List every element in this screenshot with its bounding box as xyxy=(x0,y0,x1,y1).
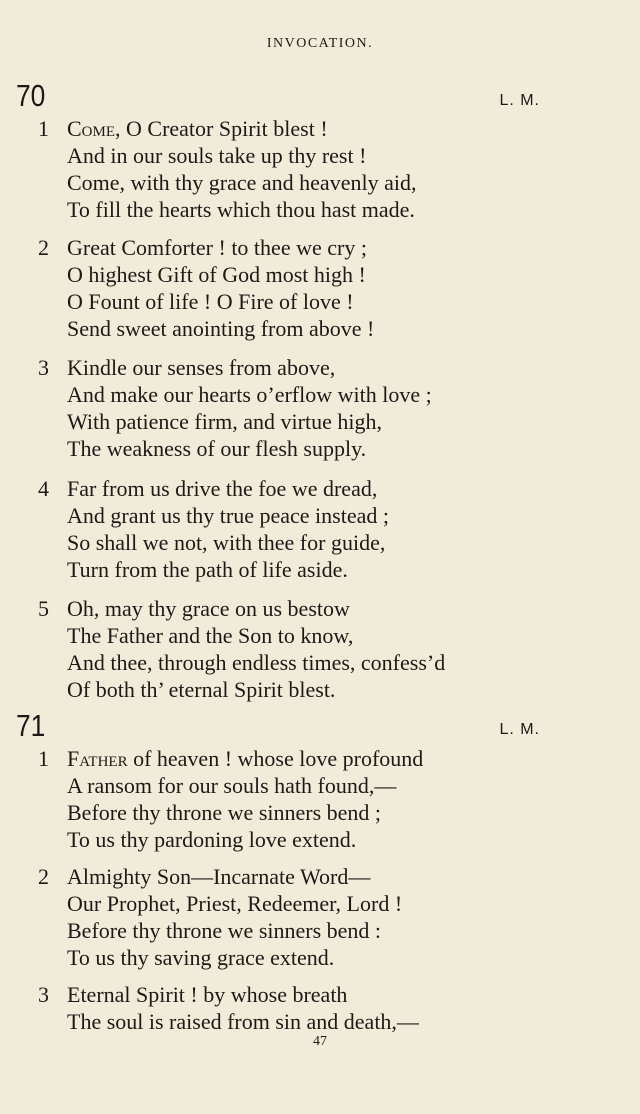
stanza xyxy=(0,234,640,342)
hymn-line: Come, with thy grace and heavenly aid, xyxy=(67,170,417,195)
hymn-line: The weakness of our flesh supply. xyxy=(67,436,367,461)
hymn-line: O Fount of life ! O Fire of love ! xyxy=(67,289,354,314)
small-caps-lead: Father xyxy=(67,746,128,771)
hymn-line: A ransom for our souls hath found,— xyxy=(67,773,397,798)
page-number: 47 xyxy=(313,1034,327,1049)
hymn-line: Oh, may thy grace on us bestow xyxy=(67,596,350,621)
stanza xyxy=(0,981,640,1035)
stanza xyxy=(0,354,640,462)
hymn-line xyxy=(67,115,640,142)
line-text: of heaven ! whose love profound xyxy=(133,746,424,771)
hymn-number: 71 xyxy=(16,708,46,743)
stanza-number: 4 xyxy=(38,476,49,501)
hymn-line: Almighty Son—Incarnate Word— xyxy=(67,864,371,889)
stanza-number: 2 xyxy=(38,235,49,260)
hymn-line xyxy=(67,745,640,772)
hymn-line: To us thy saving grace extend. xyxy=(67,945,335,970)
hymn-line: Turn from the path of life aside. xyxy=(67,557,348,582)
stanza xyxy=(0,595,640,703)
hymn-line: And grant us thy true peace instead ; xyxy=(67,503,389,528)
stanza xyxy=(0,863,640,971)
stanza-number: 1 xyxy=(38,746,49,771)
stanza-number: 2 xyxy=(38,864,49,889)
stanza xyxy=(0,475,640,583)
hymn-line: Eternal Spirit ! by whose breath xyxy=(67,982,348,1007)
hymn-line: Before thy throne we sinners bend ; xyxy=(67,800,382,825)
hymn-line: Far from us drive the foe we dread, xyxy=(67,476,378,501)
stanza xyxy=(0,745,640,853)
hymn-line: Of both th’ eternal Spirit blest. xyxy=(67,677,336,702)
hymn-line: To fill the hearts which thou hast made. xyxy=(67,197,415,222)
line-text: O Creator Spirit blest ! xyxy=(126,116,328,141)
hymn-number: 70 xyxy=(16,78,46,113)
meter-label: L. M. xyxy=(499,92,540,109)
stanza-number: 5 xyxy=(38,596,49,621)
stanza-number: 3 xyxy=(38,355,49,380)
stanza-number: 3 xyxy=(38,982,49,1007)
hymn-line: Great Comforter ! to thee we cry ; xyxy=(67,235,367,260)
small-caps-lead: Come, xyxy=(67,116,121,141)
hymn-line: Kindle our senses from above, xyxy=(67,355,336,380)
hymn-line: O highest Gift of God most high ! xyxy=(67,262,366,287)
stanza-number: 1 xyxy=(38,116,49,141)
hymn-line: So shall we not, with thee for guide, xyxy=(67,530,386,555)
hymn-line: Our Prophet, Priest, Redeemer, Lord ! xyxy=(67,891,403,916)
stanza xyxy=(0,115,640,223)
hymn-line: The soul is raised from sin and death,— xyxy=(67,1009,419,1034)
hymn-line: And thee, through endless times, confess’d xyxy=(67,650,446,675)
meter-label: L. M. xyxy=(499,721,540,738)
hymn-line: With patience firm, and virtue high, xyxy=(67,409,382,434)
hymn-line: The Father and the Son to know, xyxy=(67,623,354,648)
hymn-line: Before thy throne we sinners bend : xyxy=(67,918,382,943)
hymn-line: And make our hearts o’erflow with love ; xyxy=(67,382,432,407)
hymn-line: And in our souls take up thy rest ! xyxy=(67,143,367,168)
hymn-line: Send sweet anointing from above ! xyxy=(67,316,375,341)
running-head: INVOCATION. xyxy=(266,36,374,51)
hymn-line: To us thy pardoning love extend. xyxy=(67,827,357,852)
